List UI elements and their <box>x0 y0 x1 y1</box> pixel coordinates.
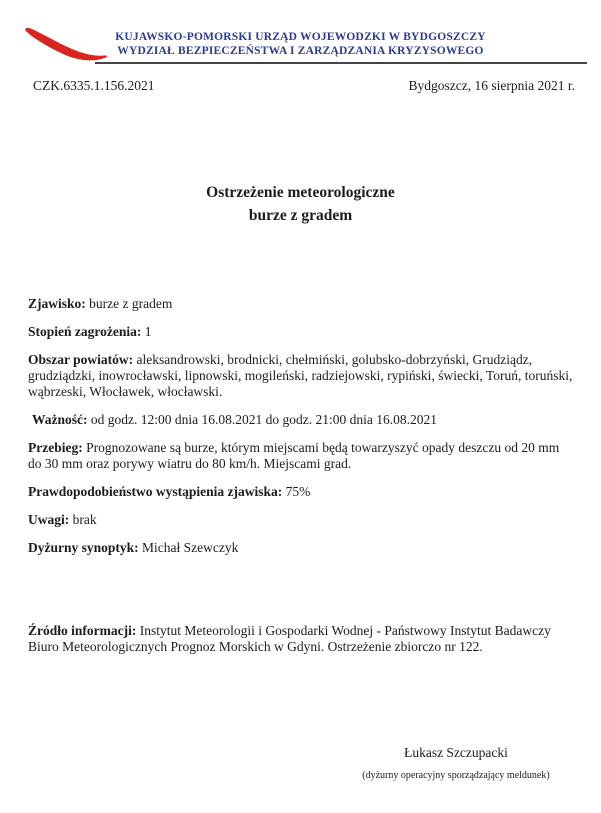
field-obszar-value: aleksandrowski, brodnicki, chełmiński, golubsko-dobrzyński, Grudziądz, grudziądzki, inowrocławski, lipnowski, mogileński, radziejowski, rypiński, świecki, Toruń, toruński, wąbrzeski, Włocławek, włocławski. <box>28 352 573 399</box>
document-header <box>0 0 601 64</box>
reference-number: CZK.6335.1.156.2021 <box>33 78 155 93</box>
signature-name: Łukasz Szczupacki <box>404 745 508 760</box>
place-and-date: Bydgoszcz, 16 sierpnia 2021 r. <box>408 78 575 93</box>
field-prawdopodobienstwo <box>28 484 575 500</box>
document-title-line2: burze z gradem <box>248 207 353 224</box>
field-waznosc <box>28 412 575 428</box>
field-obszar-label: Obszar powiatów: <box>28 352 134 367</box>
organization-line1: KUJAWSKO-POMORSKI URZĄD WOJEWODZKI W BYDGOSZCZY <box>115 31 486 43</box>
field-prawdopodobienstwo-value: 75% <box>285 484 311 499</box>
field-prawdopodobienstwo-label: Prawdopodobieństwo wystąpienia zjawiska: <box>28 484 283 499</box>
signature-block <box>321 745 591 782</box>
office-logo-swoosh-icon <box>20 27 110 65</box>
field-stopien-value: 1 <box>144 324 152 339</box>
document-title <box>0 181 601 227</box>
organization-line2: WYDZIAŁ BEZPIECZEŃSTWA I ZARZĄDZANIA KRYZYSOWEGO <box>117 44 484 57</box>
field-zrodlo-label: Źródło informacji: <box>28 623 137 638</box>
reference-row <box>33 77 575 94</box>
field-stopien-zagrozenia <box>28 324 575 340</box>
field-przebieg-value: Prognozowane są burze, którym miejscami będą towarzyszyć opady deszczu od 20 mm do 30 mm oraz porywy wiatru do 80 km/h. Miejscami grad. <box>28 440 560 471</box>
field-uwagi <box>28 512 575 528</box>
field-zjawisko <box>28 296 575 312</box>
header-divider <box>95 62 587 64</box>
field-uwagi-label: Uwagi: <box>28 512 70 527</box>
field-stopien-label: Stopień zagrożenia: <box>28 324 142 339</box>
field-dyzurny-synoptyk <box>28 540 575 556</box>
signature-role: (dyżurny operacyjny sporządzający meldunek) <box>362 770 550 781</box>
document-title-line1: Ostrzeżenie meteorologiczne <box>206 184 395 201</box>
field-dyzurny-value: Michał Szewczyk <box>142 540 239 555</box>
field-waznosc-value: od godz. 12:00 dnia 16.08.2021 do godz. 21:00 dnia 16.08.2021 <box>90 412 437 427</box>
field-zjawisko-value: burze z gradem <box>89 296 173 311</box>
field-przebieg-label: Przebieg: <box>28 440 83 455</box>
field-przebieg <box>28 440 575 472</box>
field-zjawisko-label: Zjawisko: <box>28 296 86 311</box>
field-obszar-powiatow <box>28 352 575 400</box>
field-uwagi-value: brak <box>72 512 97 527</box>
field-zrodlo-informacji <box>28 623 575 655</box>
document-body <box>28 296 575 655</box>
field-dyzurny-label: Dyżurny synoptyk: <box>28 540 139 555</box>
field-zrodlo-value: Instytut Meteorologii i Gospodarki Wodnej - Państwowy Instytut Badawczy Biuro Meteorologicznych Prognoz Morskich w Gdyni. Ostrzeżenie zbiorczo nr 122. <box>28 623 551 654</box>
field-waznosc-label: Ważność: <box>32 412 88 427</box>
